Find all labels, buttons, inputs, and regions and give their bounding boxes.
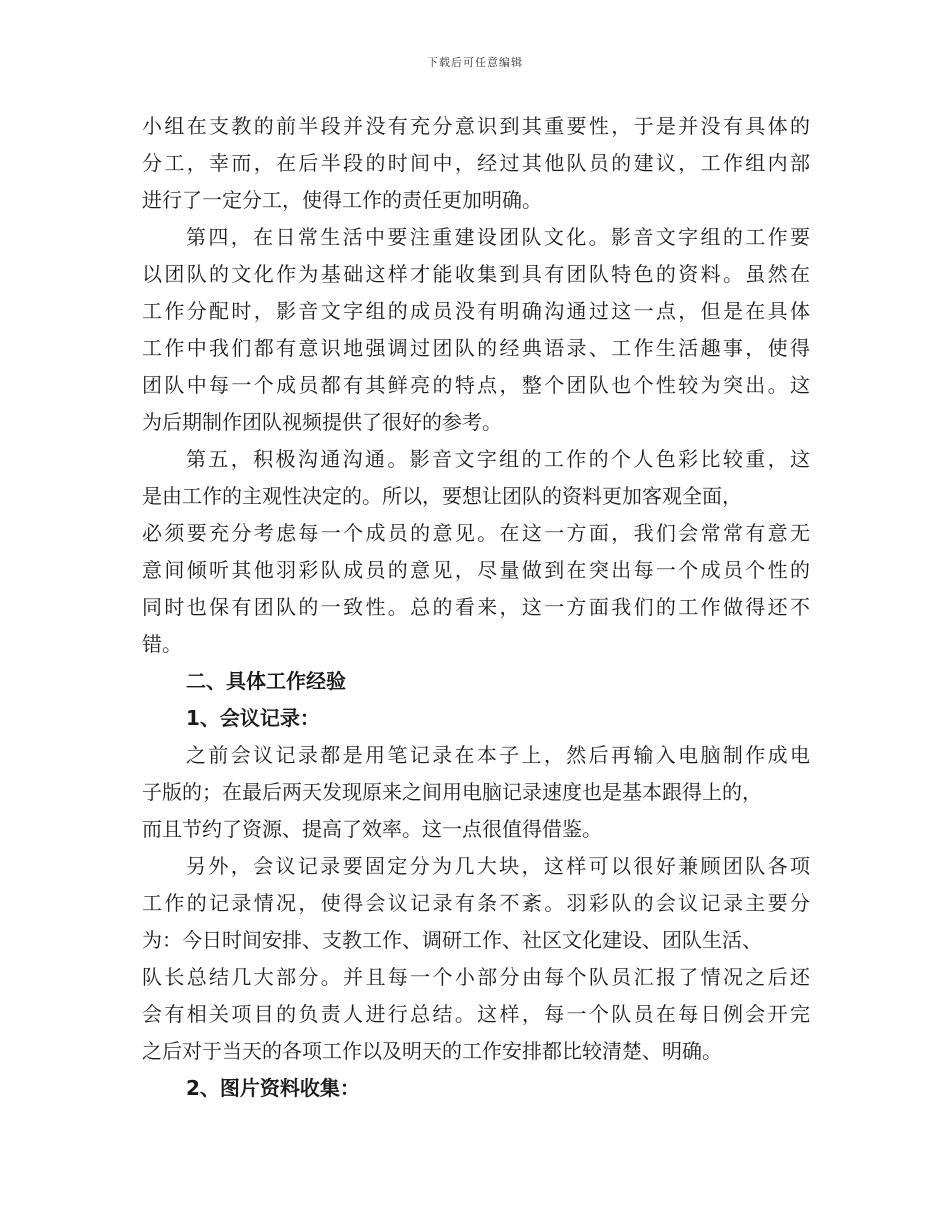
text-line: 是由工作的主观性决定的。所以，要想让团队的资料更加客观全面， bbox=[142, 484, 742, 508]
section-heading: 2、图片资料收集： bbox=[186, 1076, 360, 1100]
text-line: 第四，在日常生活中要注重建设团队文化。影音文字组的工作要 bbox=[186, 225, 810, 249]
text-line: 而且节约了资源、提高了效率。这一点很值得借鉴。 bbox=[142, 817, 602, 841]
text-line: 错。 bbox=[142, 632, 182, 656]
text-line: 进行了一定分工，使得工作的责任更加明确。 bbox=[142, 188, 542, 212]
text-line: 同时也保有团队的一致性。总的看来，这一方面我们的工作做得还不 bbox=[142, 595, 810, 619]
text-line: 另外，会议记录要固定分为几大块，这样可以很好兼顾团队各项 bbox=[186, 854, 810, 878]
text-line: 意间倾听其他羽彩队成员的意见，尽量做到在突出每一个成员个性的 bbox=[142, 558, 810, 582]
page-header: 下载后可任意编辑 bbox=[427, 56, 523, 69]
text-line: 团队中每一个成员都有其鲜亮的特点，整个团队也个性较为突出。这 bbox=[142, 373, 810, 397]
text-line: 以团队的文化作为基础这样才能收集到具有团队特色的资料。虽然在 bbox=[142, 262, 810, 286]
text-line: 之前会议记录都是用笔记录在本子上，然后再输入电脑制作成电 bbox=[186, 743, 810, 767]
text-line: 工作分配时，影音文字组的成员没有明确沟通过这一点，但是在具体 bbox=[142, 299, 810, 323]
text-line: 会有相关项目的负责人进行总结。这样，每一个队员在每日例会开完 bbox=[142, 1002, 810, 1026]
text-line: 分工，幸而，在后半段的时间中，经过其他队员的建议，工作组内部 bbox=[142, 151, 810, 175]
text-line: 工作的记录情况，使得会议记录有条不紊。羽彩队的会议记录主要分 bbox=[142, 891, 810, 915]
section-heading: 1、会议记录： bbox=[186, 706, 320, 730]
text-line: 小组在支教的前半段并没有充分意识到其重要性，于是并没有具体的 bbox=[142, 114, 810, 138]
text-line: 之后对于当天的各项工作以及明天的工作安排都比较清楚、明确。 bbox=[142, 1039, 722, 1063]
text-line: 为后期制作团队视频提供了很好的参考。 bbox=[142, 410, 502, 434]
text-line: 为：今日时间安排、支教工作、调研工作、社区文化建设、团队生活、 bbox=[142, 928, 762, 952]
section-heading: 二、具体工作经验 bbox=[186, 669, 346, 693]
text-line: 第五，积极沟通沟通。影音文字组的工作的个人色彩比较重，这 bbox=[186, 447, 810, 471]
text-line: 必须要充分考虑每一个成员的意见。在这一方面，我们会常常有意无 bbox=[142, 521, 810, 545]
text-line: 队长总结几大部分。并且每一个小部分由每个队员汇报了情况之后还 bbox=[142, 965, 810, 989]
document-body bbox=[142, 108, 810, 1107]
text-line: 子版的；在最后两天发现原来之间用电脑记录速度也是基本跟得上的， bbox=[142, 780, 762, 804]
text-line: 工作中我们都有意识地强调过团队的经典语录、工作生活趣事，使得 bbox=[142, 336, 810, 360]
